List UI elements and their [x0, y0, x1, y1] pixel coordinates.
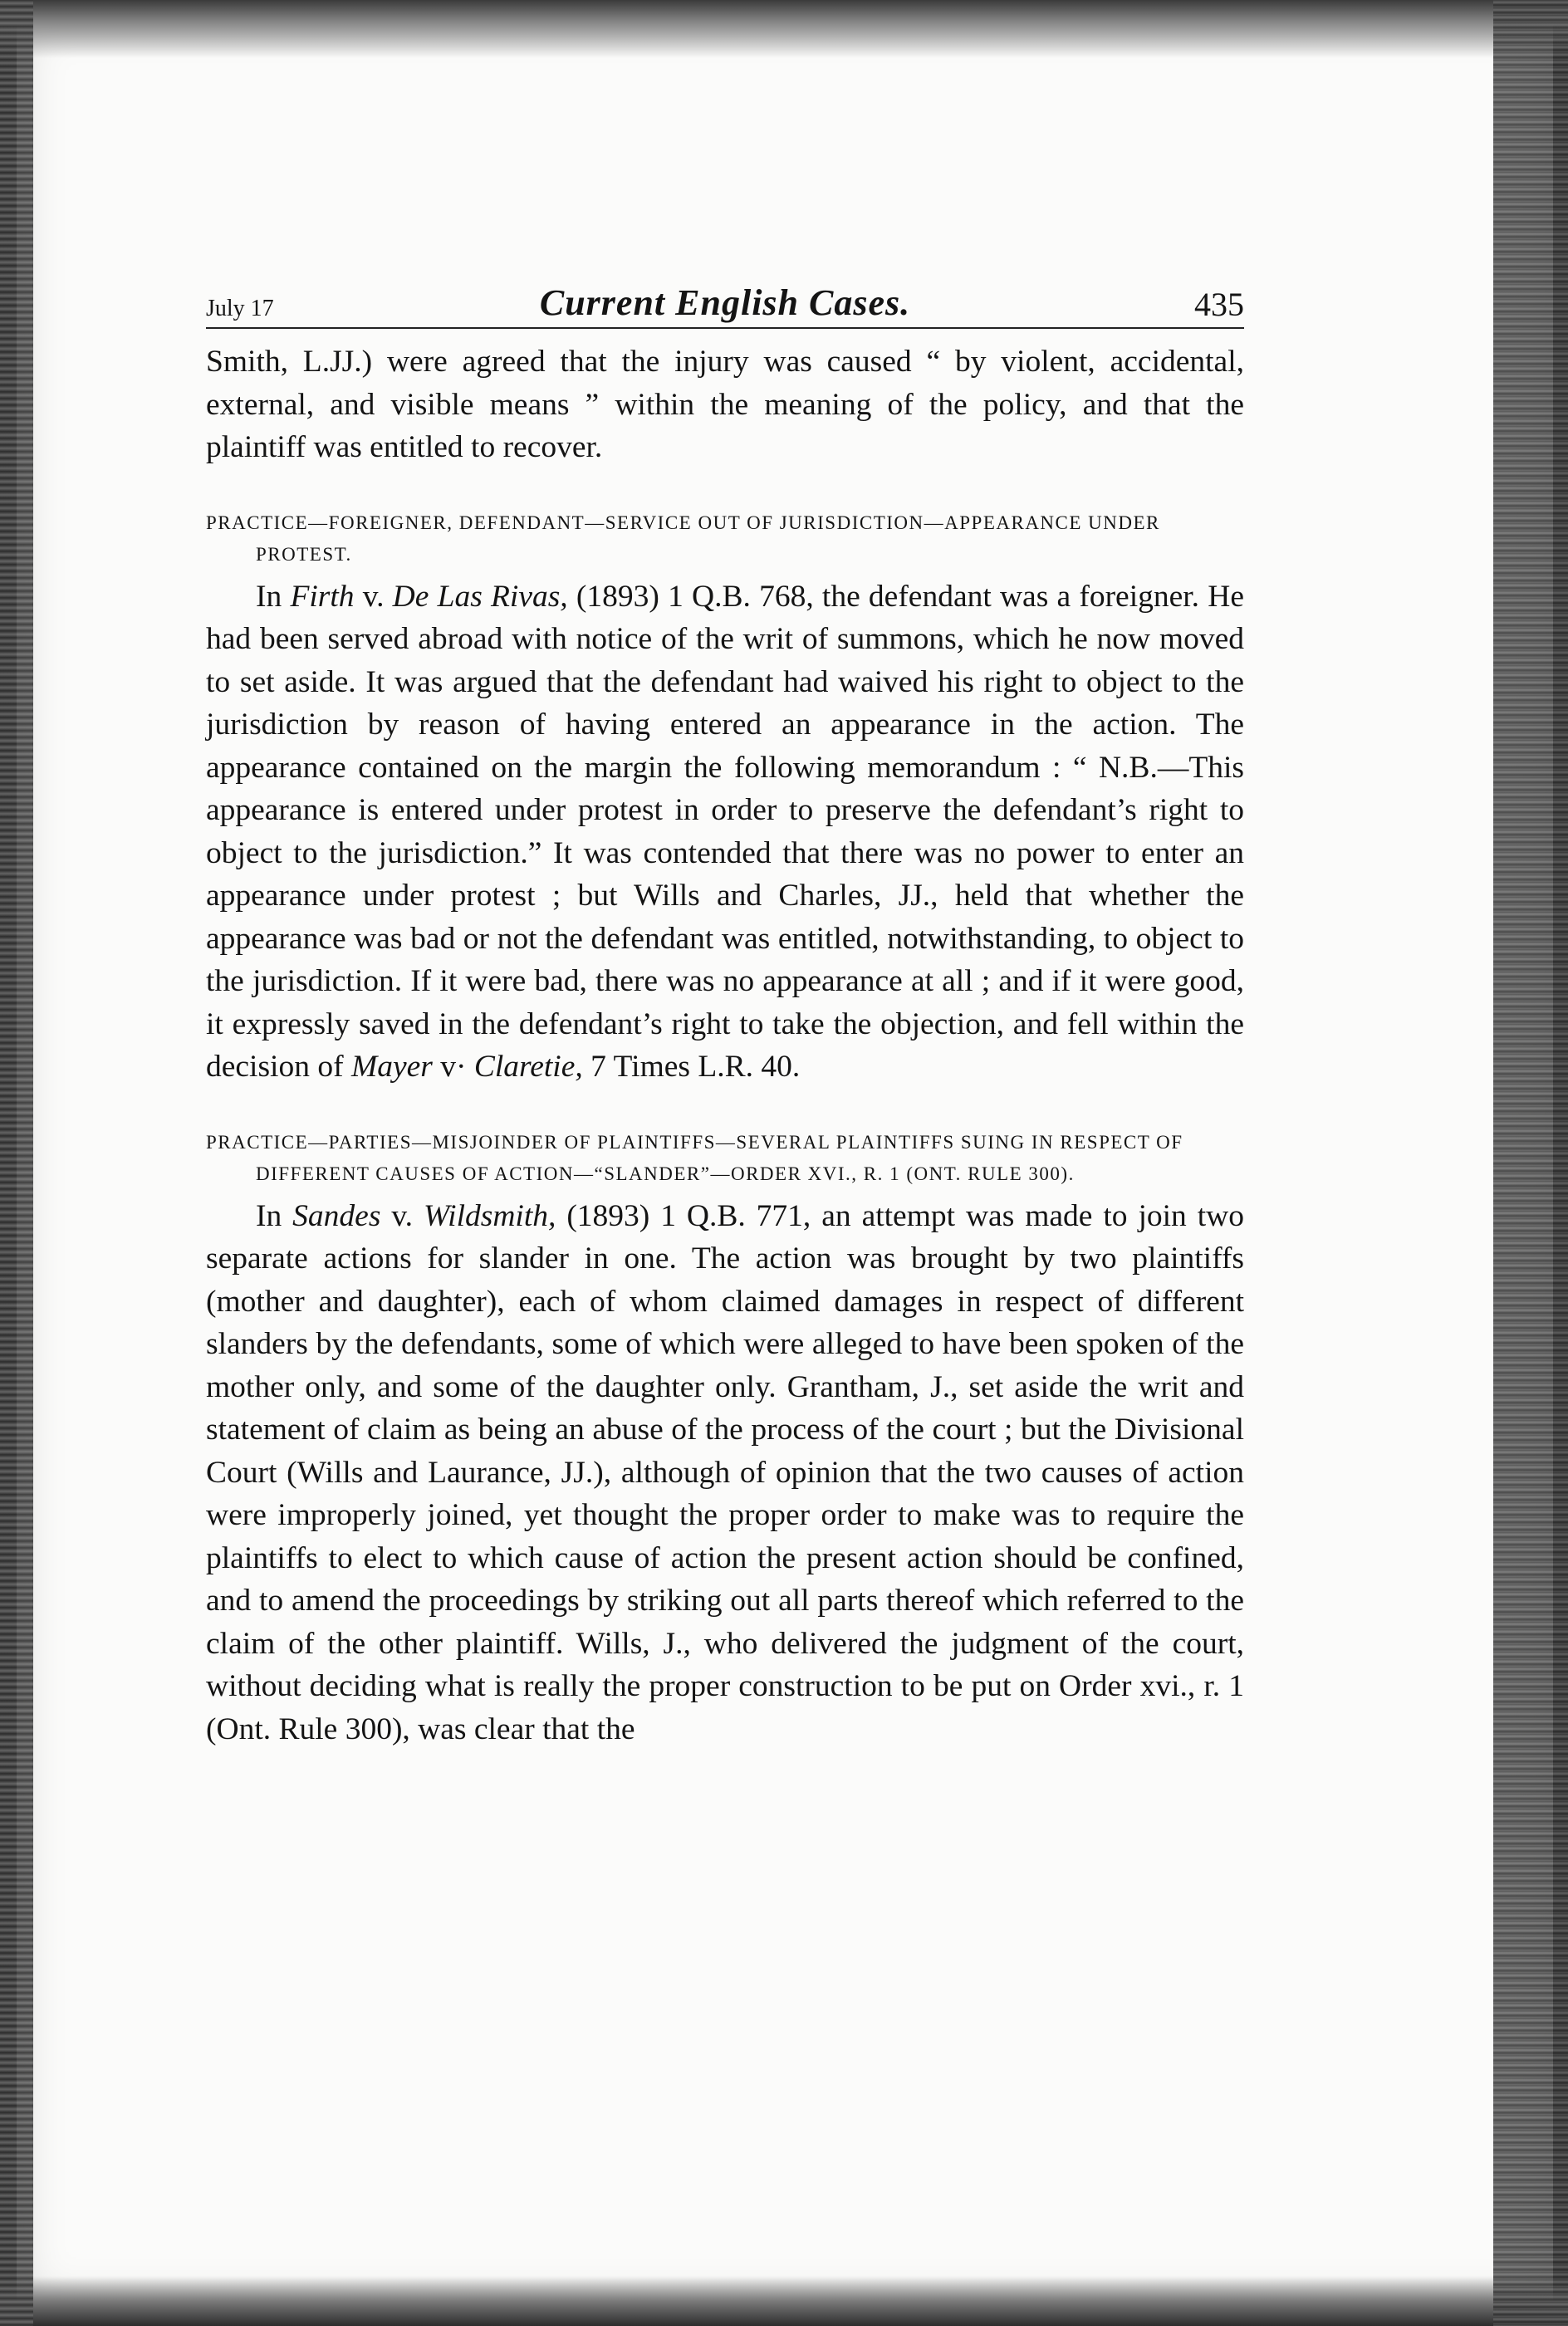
cited-versus: v·	[432, 1050, 474, 1084]
case-paragraph-firth	[206, 575, 1244, 1089]
case-paragraph-sandes	[206, 1195, 1244, 1751]
running-head	[206, 274, 1244, 329]
continuation-paragraph: Smith, L.JJ.) were agreed that the injury was caused “ by violent, accidental, external, and visible means ” within the meaning of the policy, and that the plaintiff was entitled to recover.	[206, 345, 1244, 464]
section-heading-text: PRACTICE—PARTIES—MISJOINDER OF PLAINTIFFS—SEVERAL PLAINTIFFS SUING IN RESPECT OF DIFFERENT CAUSES OF ACTION—“SLANDER”—ORDER XVI., R. 1 (ONT. RULE 300).	[206, 1131, 1183, 1184]
header-title: Current English Cases.	[539, 282, 911, 323]
cited-party-b: Claretie,	[473, 1050, 583, 1084]
page-number: 435	[1194, 286, 1244, 323]
case-prefix: In	[256, 1198, 293, 1233]
page-content	[206, 274, 1244, 1751]
case-party-a: Firth	[290, 579, 355, 614]
case-body: (1893) 1 Q.B. 771, an attempt was made to join two separate actions for slander in one. The action was brought by two plaintiffs (mother and daughter), each of whom claimed damages in respect of different slanders by the defendants, some of which were alleged to have been spoken of the mother only, and some of the daughter only. Grantham, J., set aside the writ and statement of claim as being an abuse of the process of the court ; but the Divisional Court (Wills and Laurance, JJ.), although of opinion that the two causes of action were improperly joined, yet thought the proper order to make was to require the plaintiffs to elect to which cause of action the present action should be confined, and to amend the proceedings by striking out all parts thereof which referred to the claim of the other plaintiff. Wills, J., who delivered the judgment of the court, without deciding what is really the proper construction to be put on Order xvi., r. 1 (Ont. Rule 300), was clear that the	[206, 1198, 1244, 1746]
citation-tail: 7 Times L.R. 40.	[582, 1050, 801, 1084]
case-prefix: In	[256, 579, 291, 614]
header-date: July 17	[206, 296, 274, 321]
scan-bottom-edge	[0, 2276, 1568, 2326]
case-party-b: De Las Rivas,	[392, 579, 568, 614]
case-party-b: Wildsmith,	[423, 1198, 556, 1233]
scan-top-edge	[0, 0, 1568, 58]
case-versus: v.	[380, 1198, 424, 1233]
scan-right-edge	[1493, 0, 1568, 2326]
cited-party-a: Mayer	[350, 1050, 433, 1084]
case-party-a: Sandes	[292, 1198, 381, 1233]
section-heading-foreigner	[206, 507, 1244, 570]
scan-left-edge	[0, 0, 33, 2326]
case-versus: v.	[354, 579, 393, 614]
case-body: (1893) 1 Q.B. 768, the defendant was a foreigner. He had been served abroad with notice of the writ of summons, which he now moved to set aside. It was argued that the defendant had waived his right to object to the jurisdiction by reason of having entered an appearance in the action. The appearance contained on the margin the following memorandum : “ N.B.—This appearance is entered under protest in order to preserve the defendant’s right to object to the jurisdiction.” It was contended that there was no power to enter an appearance under protest ; but Wills and Charles, JJ., held that whether the appearance was bad or not the defendant was entitled, notwithstanding, to object to the jurisdiction. If it were bad, there was no appearance at all ; and if it were good, it expressly saved in the defendant’s right to take the objection, and fell within the decision of	[206, 579, 1244, 1084]
section-heading-misjoinder	[206, 1127, 1244, 1190]
section-heading-text: PRACTICE—FOREIGNER, DEFENDANT—SERVICE OUT OF JURISDICTION—APPEARANCE UNDER PROTEST.	[206, 512, 1160, 565]
